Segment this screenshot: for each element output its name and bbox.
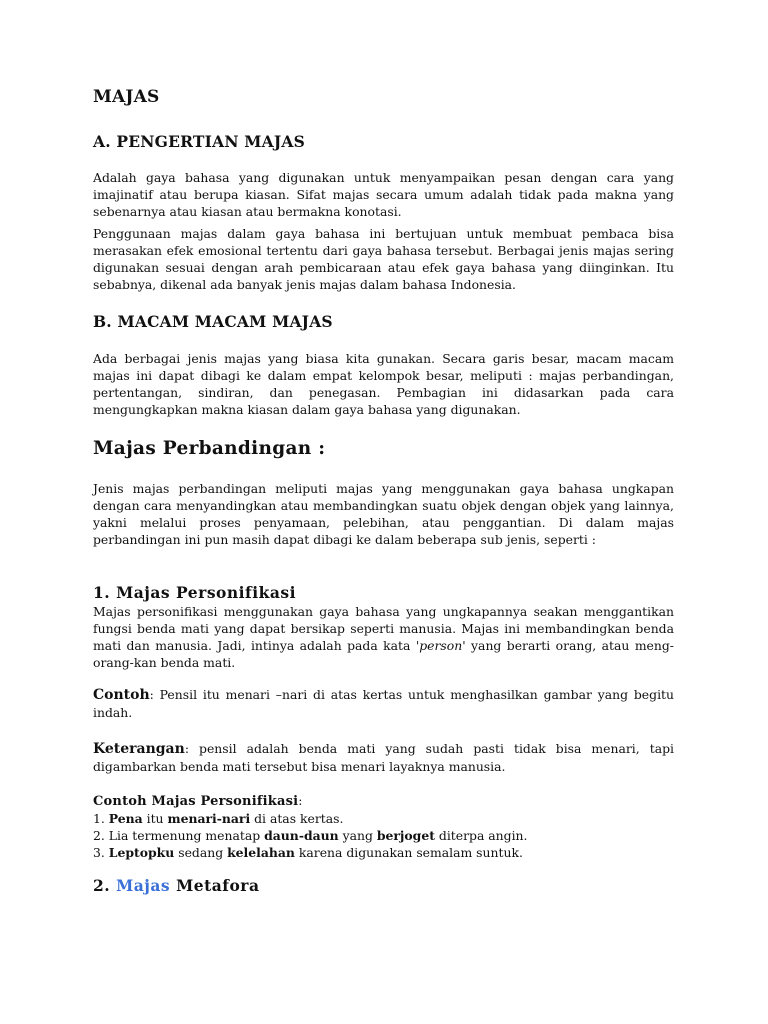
contoh-list-label: [93, 790, 302, 809]
keterangan-label: Keterangan: [93, 741, 185, 757]
perbandingan-paragraph: Jenis majas perbandingan meliputi majas yang menggunakan gaya bahasa ungkapan dengan cara menyandingkan atau membandingkan suatu objek dengan objek yang lainnya, yakni melalui proses penyamaan, pelebihan, atau penggantian. Di dalam majas perbandingan ini pun masih dapat dibagi ke dalam beberapa sub jenis, seperti :: [93, 481, 674, 547]
section-b-heading: B. MACAM MACAM MAJAS: [93, 312, 333, 331]
contoh-text: : Pensil itu menari –nari di atas kertas untuk menghasilkan gambar yang begitu indah.: [93, 687, 674, 720]
personifikasi-paragraph: [93, 603, 674, 671]
metafora-heading: [93, 876, 260, 895]
perbandingan-heading: Majas Perbandingan :: [93, 438, 326, 459]
keterangan-text: : pensil adalah benda mati yang sudah pasti tidak bisa menari, tapi digambarkan benda mati tersebut bisa menari layaknya manusia.: [93, 741, 674, 774]
page-title: MAJAS: [93, 87, 160, 107]
list-item: 3. Leptopku sedang kelelahan karena digunakan semalam suntuk.: [93, 845, 523, 860]
section-b-paragraph: Ada berbagai jenis majas yang biasa kita gunakan. Secara garis besar, macam macam majas ini dapat dibagi ke dalam empat kelompok besar, meliputi : majas perbandingan, pertentangan, sindiran, dan penegasan. Pembagian ini didasarkan pada cara mengungkapkan makna kiasan dalam gaya bahasa yang digunakan.: [93, 351, 674, 417]
personifikasi-text: Majas personifikasi menggunakan gaya bahasa yang ungkapannya seakan menggantikan fungsi benda mati yang dapat bersikap seperti manusia. Majas ini membandingkan benda mati dan manusia. Jadi, intinya adalah pada kata: [93, 604, 674, 653]
personifikasi-text-end: yang berarti orang, atau meng-orang-kan benda mati.: [93, 638, 674, 670]
contoh-list: [93, 810, 527, 861]
keterangan-paragraph: [93, 740, 674, 775]
list-item: 1. Pena itu menari-nari di atas kertas.: [93, 811, 344, 826]
personifikasi-heading: 1. Majas Personifikasi: [93, 583, 296, 602]
metafora-number: 2.: [93, 876, 117, 895]
list-item: 2. Lia termenung menatap daun-daun yang berjoget diterpa angin.: [93, 828, 528, 843]
section-a-heading: A. PENGERTIAN MAJAS: [93, 132, 306, 151]
contoh-list-colon: :: [298, 793, 303, 808]
metafora-link-word[interactable]: Majas: [116, 876, 171, 895]
section-a-paragraph-2: Penggunaan majas dalam gaya bahasa ini bertujuan untuk membuat pembaca bisa merasakan efek emosional tertentu dari gaya bahasa tersebut. Berbagai jenis majas sering digunakan sesuai dengan arah pembicaraan atau efek gaya bahasa yang diinginkan. Itu sebabnya, dikenal ada banyak jenis majas dalam bahasa Indonesia.: [93, 226, 674, 292]
metafora-title: Metafora: [170, 876, 260, 895]
contoh-label: Contoh: [93, 687, 150, 703]
section-a-paragraph-1: Adalah gaya bahasa yang digunakan untuk menyampaikan pesan dengan cara yang imajinatif atau berupa kiasan. Sifat majas secara umum adalah tidak pada makna yang sebenarnya atau kiasan atau bermakna konotasi.: [93, 170, 674, 219]
person-italic: 'person': [415, 638, 466, 653]
contoh-paragraph: [93, 686, 674, 721]
contoh-list-title: Contoh Majas Personifikasi: [93, 794, 299, 809]
